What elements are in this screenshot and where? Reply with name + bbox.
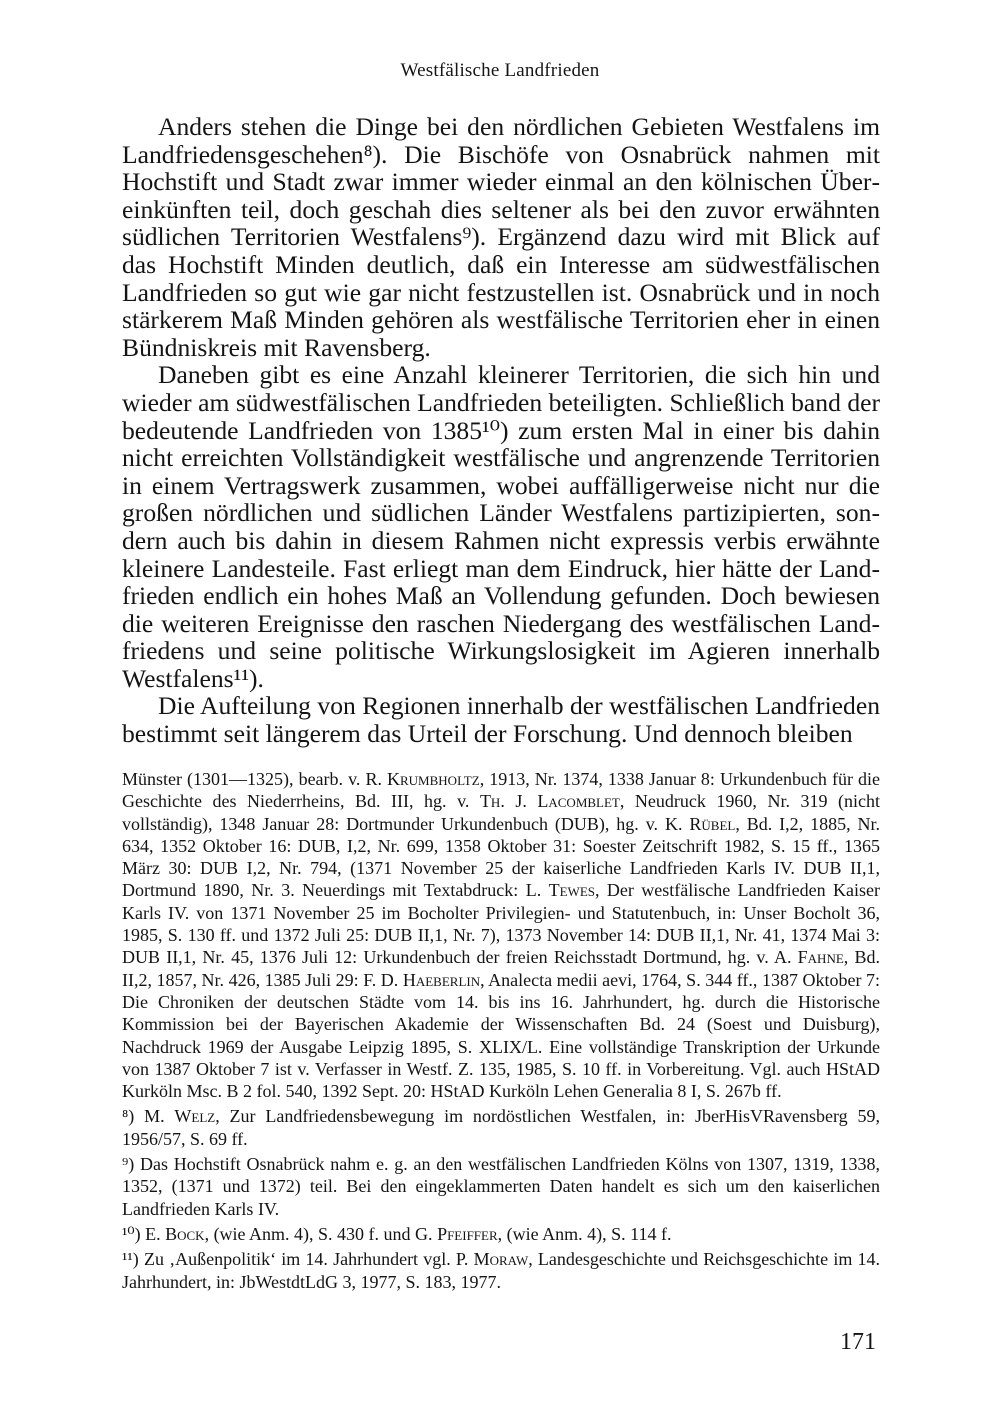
author-name: Fahne <box>797 947 844 968</box>
author-name: Rübel <box>689 813 736 834</box>
author-name: Tewes <box>548 880 595 901</box>
author-name: Pfeiffer <box>437 1223 498 1244</box>
paragraph-2: Daneben gibt es eine Anzahl kleinerer Territorien, die sich hin und wieder am südwestfälischen Landfrieden beteiligten. Schließlich band der bedeutende Landfrieden von 1385¹⁰) zum ersten Mal in einer bis dahin nicht erreichten Vollständigkeit westfälische und angrenzende Territorien in einem Vertragswerk zusammen, wobei auffälligerweise nicht nur die großen nördlichen und südlichen Länder Westfalens partizipierten, sondern auch bis dahin in diesem Rahmen nicht expressis verbis erwähnte kleinere Landesteile. Fast erliegt man dem Eindruck, hier hätte der Landfrieden endlich ein hohes Maß an Vollendung gefunden. Doch bewiesen die weiteren Ereignisse den raschen Niedergang des westfälischen Landfriedens und seine politische Wirkungslosigkeit im Agieren innerhalb Westfalens¹¹). <box>122 360 880 693</box>
body-text <box>122 113 880 748</box>
author-name: Moraw <box>473 1249 529 1270</box>
footnote-11: ¹¹) Zu ‚Außenpolitik‘ im 14. Jahrhundert vgl. P. Moraw, Landesgeschichte und Reichsgeschichte im 14. Jahrhundert, in: JbWestdtLdG 3, 1977, S. 183, 1977. <box>122 1249 880 1292</box>
running-head: Westfälische Landfrieden <box>400 60 600 81</box>
page-number: 171 <box>840 1329 876 1355</box>
footnote-8: ⁸) M. Welz, Zur Landfriedensbewegung im nordöstlichen Westfalen, in: JberHisVRavensberg 59, 1956/57, S. 69 ff. <box>122 1106 880 1149</box>
footnote-continuation: Münster (1301—1325), bearb. v. R. Krumbholtz, 1913, Nr. 1374, 1338 Januar 8: Urkundenbuch für die Geschichte des Niederrheins, Bd. III, hg. v. Th. J. Lacomblet, Neudruck 1960, Nr. 319 (nicht vollständig), 1348 Januar 28: Dortmunder Urkundenbuch (DUB), hg. v. K. Rübel, Bd. I,2, 1885, Nr. 634, 1352 Oktober 16: DUB, I,2, Nr. 699, 1358 Oktober 31: Soester Zeitschrift 1982, S. 15 ff., 1365 März 30: DUB I,2, Nr. 794, (1371 November 25 der kaiserliche Landfrieden Karls IV. DUB II,1, Dortmund 1890, Nr. 3. Neuerdings mit Textabdruck: L. Tewes, Der westfälische Landfrieden Kaiser Karls IV. von 1371 November 25 im Bocholter Privilegien- und Statutenbuch, in: Unser Bocholt 36, 1985, S. 130 ff. und 1372 Juli 25: DUB II,1, Nr. 7), 1373 November 14: DUB II,1, Nr. 41, 1374 Mai 3: DUB II,1, Nr. 45, 1376 Juli 12: Urkundenbuch der freien Reichsstadt Dortmund, hg. v. A. Fahne, Bd. II,2, 1857, Nr. 426, 1385 Juli 29: F. D. Haeberlin, Analecta medii aevi, 1764, S. 344 ff., 1387 Oktober 7: Die Chroniken der deutschen Städte vom 14. bis ins 16. Jahrhundert, hg. durch die Historische Kommission bei der Bayerischen Akademie der Wissenschaften Bd. 24 (Soest und Duisburg), Nachdruck 1969 der Ausgabe Leipzig 1895, S. XLIX/L. Eine vollständige Transkription der Urkunde von 1387 Oktober 7 ist v. Verfasser in Westf. Z. 135, 1985, S. 10 ff. in Vorbereitung. Vgl. auch HStAD Kurköln Msc. B 2 fol. 540, 1392 Sept. 20: HStAD Kurköln Lehen Generalia 8 I, S. 267b ff. <box>122 769 880 1102</box>
author-name: Haeberlin <box>402 969 481 990</box>
footnote-9: ⁹) Das Hochstift Osnabrück nahm e. g. an den westfälischen Landfrieden Kölns von 1307, 1319, 1338, 1352, (1371 und 1372) teil. Bei den eingeklammerten Daten handelt es sich um den kaiserlichen Landfrieden Karls IV. <box>122 1154 880 1219</box>
paragraph-1: Anders stehen die Dinge bei den nördlichen Gebieten Westfalens im Landfriedensgeschehen⁸). Die Bischöfe von Osnabrück nahmen mit Hochstift und Stadt zwar immer wieder einmal an den kölnischen Übereinkünften teil, doch geschah dies seltener als bei den zuvor erwähnten südlichen Territorien Westfalens⁹). Ergänzend dazu wird mit Blick auf das Hochstift Minden deutlich, daß ein Interesse am südwestfälischen Landfrieden so gut wie gar nicht festzustellen ist. Osnabrück und in noch stärkerem Maß Minden gehören als westfälische Territorien eher in einen Bündniskreis mit Ravensberg. <box>122 112 880 362</box>
paragraph-3: Die Aufteilung von Regionen innerhalb der westfälischen Landfrieden bestimmt seit längerem das Urteil der Forschung. Und dennoch bleiben <box>122 691 880 749</box>
author-name: Th. J. Lacomblet <box>479 791 620 812</box>
author-name: Krumbholtz <box>387 769 480 789</box>
author-name: Welz <box>174 1106 216 1127</box>
author-name: Bock <box>165 1223 205 1244</box>
footnotes <box>122 768 880 1296</box>
footnote-10: ¹⁰) E. Bock, (wie Anm. 4), S. 430 f. und G. Pfeiffer, (wie Anm. 4), S. 114 f. <box>122 1223 672 1244</box>
